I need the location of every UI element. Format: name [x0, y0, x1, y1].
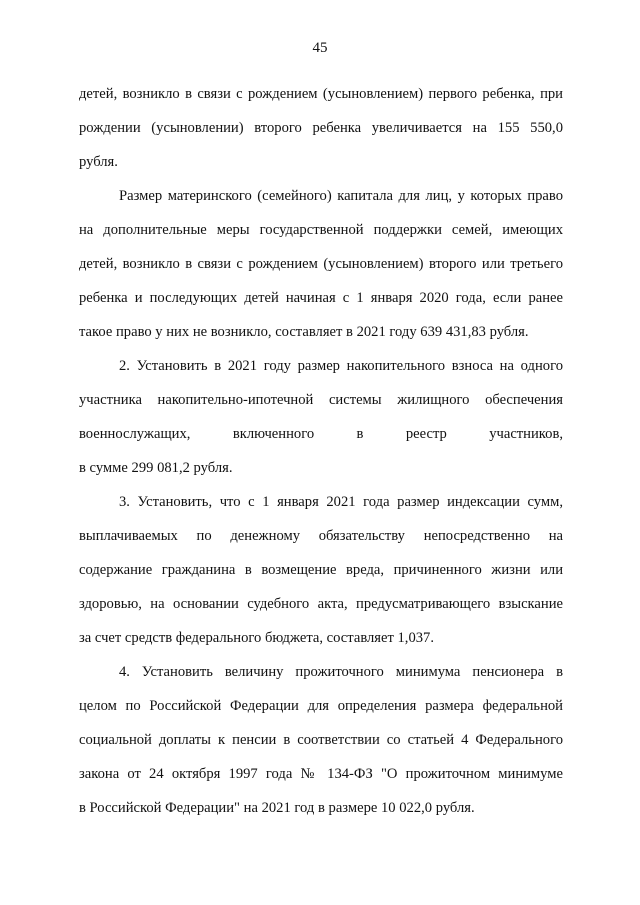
paragraph-item-4: [79, 655, 563, 825]
paragraph-maternity-capital-first: [79, 77, 563, 179]
paragraph-item-2: [79, 349, 563, 485]
text-line: 3. Установить, что с 1 января 2021 года размер индексации сумм,: [119, 494, 563, 510]
text-line: в Российской Федерации" на 2021 год в размере 10 022,0 рубля.: [79, 800, 475, 816]
text-line: в сумме 299 081,2 рубля.: [79, 460, 233, 476]
text-line: содержание гражданина в возмещение вреда, причиненного жизни или: [79, 562, 563, 578]
text-line: рождении (усыновлении) второго ребенка увеличивается на 155 550,0: [79, 120, 563, 136]
text-line: военнослужащих, включенного в реестр участников,: [79, 426, 563, 442]
text-line: такое право у них не возникло, составляет в 2021 году 639 431,83 рубля.: [79, 324, 529, 340]
text-line: за счет средств федерального бюджета, составляет 1,037.: [79, 630, 434, 646]
document-body: [79, 77, 563, 825]
paragraph-maternity-capital-second: [79, 179, 563, 349]
text-line: на дополнительные меры государственной поддержки семей, имеющих: [79, 222, 563, 238]
page-number: 45: [312, 40, 328, 56]
text-line: здоровью, на основании судебного акта, предусматривающего взыскание: [79, 596, 563, 612]
text-line: 2. Установить в 2021 году размер накопительного взноса на одного: [119, 358, 563, 374]
text-line: 4. Установить величину прожиточного минимума пенсионера в: [119, 664, 563, 680]
text-line: выплачиваемых по денежному обязательству непосредственно на: [79, 528, 563, 544]
paragraph-item-3: [79, 485, 563, 655]
text-line: участника накопительно-ипотечной системы жилищного обеспечения: [79, 392, 563, 408]
text-line: целом по Российской Федерации для определения размера федеральной: [79, 698, 563, 714]
text-line: детей, возникло в связи с рождением (усыновлением) второго или третьего: [79, 256, 563, 272]
text-line: детей, возникло в связи с рождением (усыновлением) первого ребенка, при: [79, 86, 563, 102]
text-line: Размер материнского (семейного) капитала для лиц, у которых право: [119, 188, 563, 204]
text-line: ребенка и последующих детей начиная с 1 января 2020 года, если ранее: [79, 290, 563, 306]
text-line: социальной доплаты к пенсии в соответствии со статьей 4 Федерального: [79, 732, 563, 748]
text-line: рубля.: [79, 154, 118, 170]
text-line: закона от 24 октября 1997 года № 134-ФЗ "О прожиточном минимуме: [79, 766, 563, 782]
